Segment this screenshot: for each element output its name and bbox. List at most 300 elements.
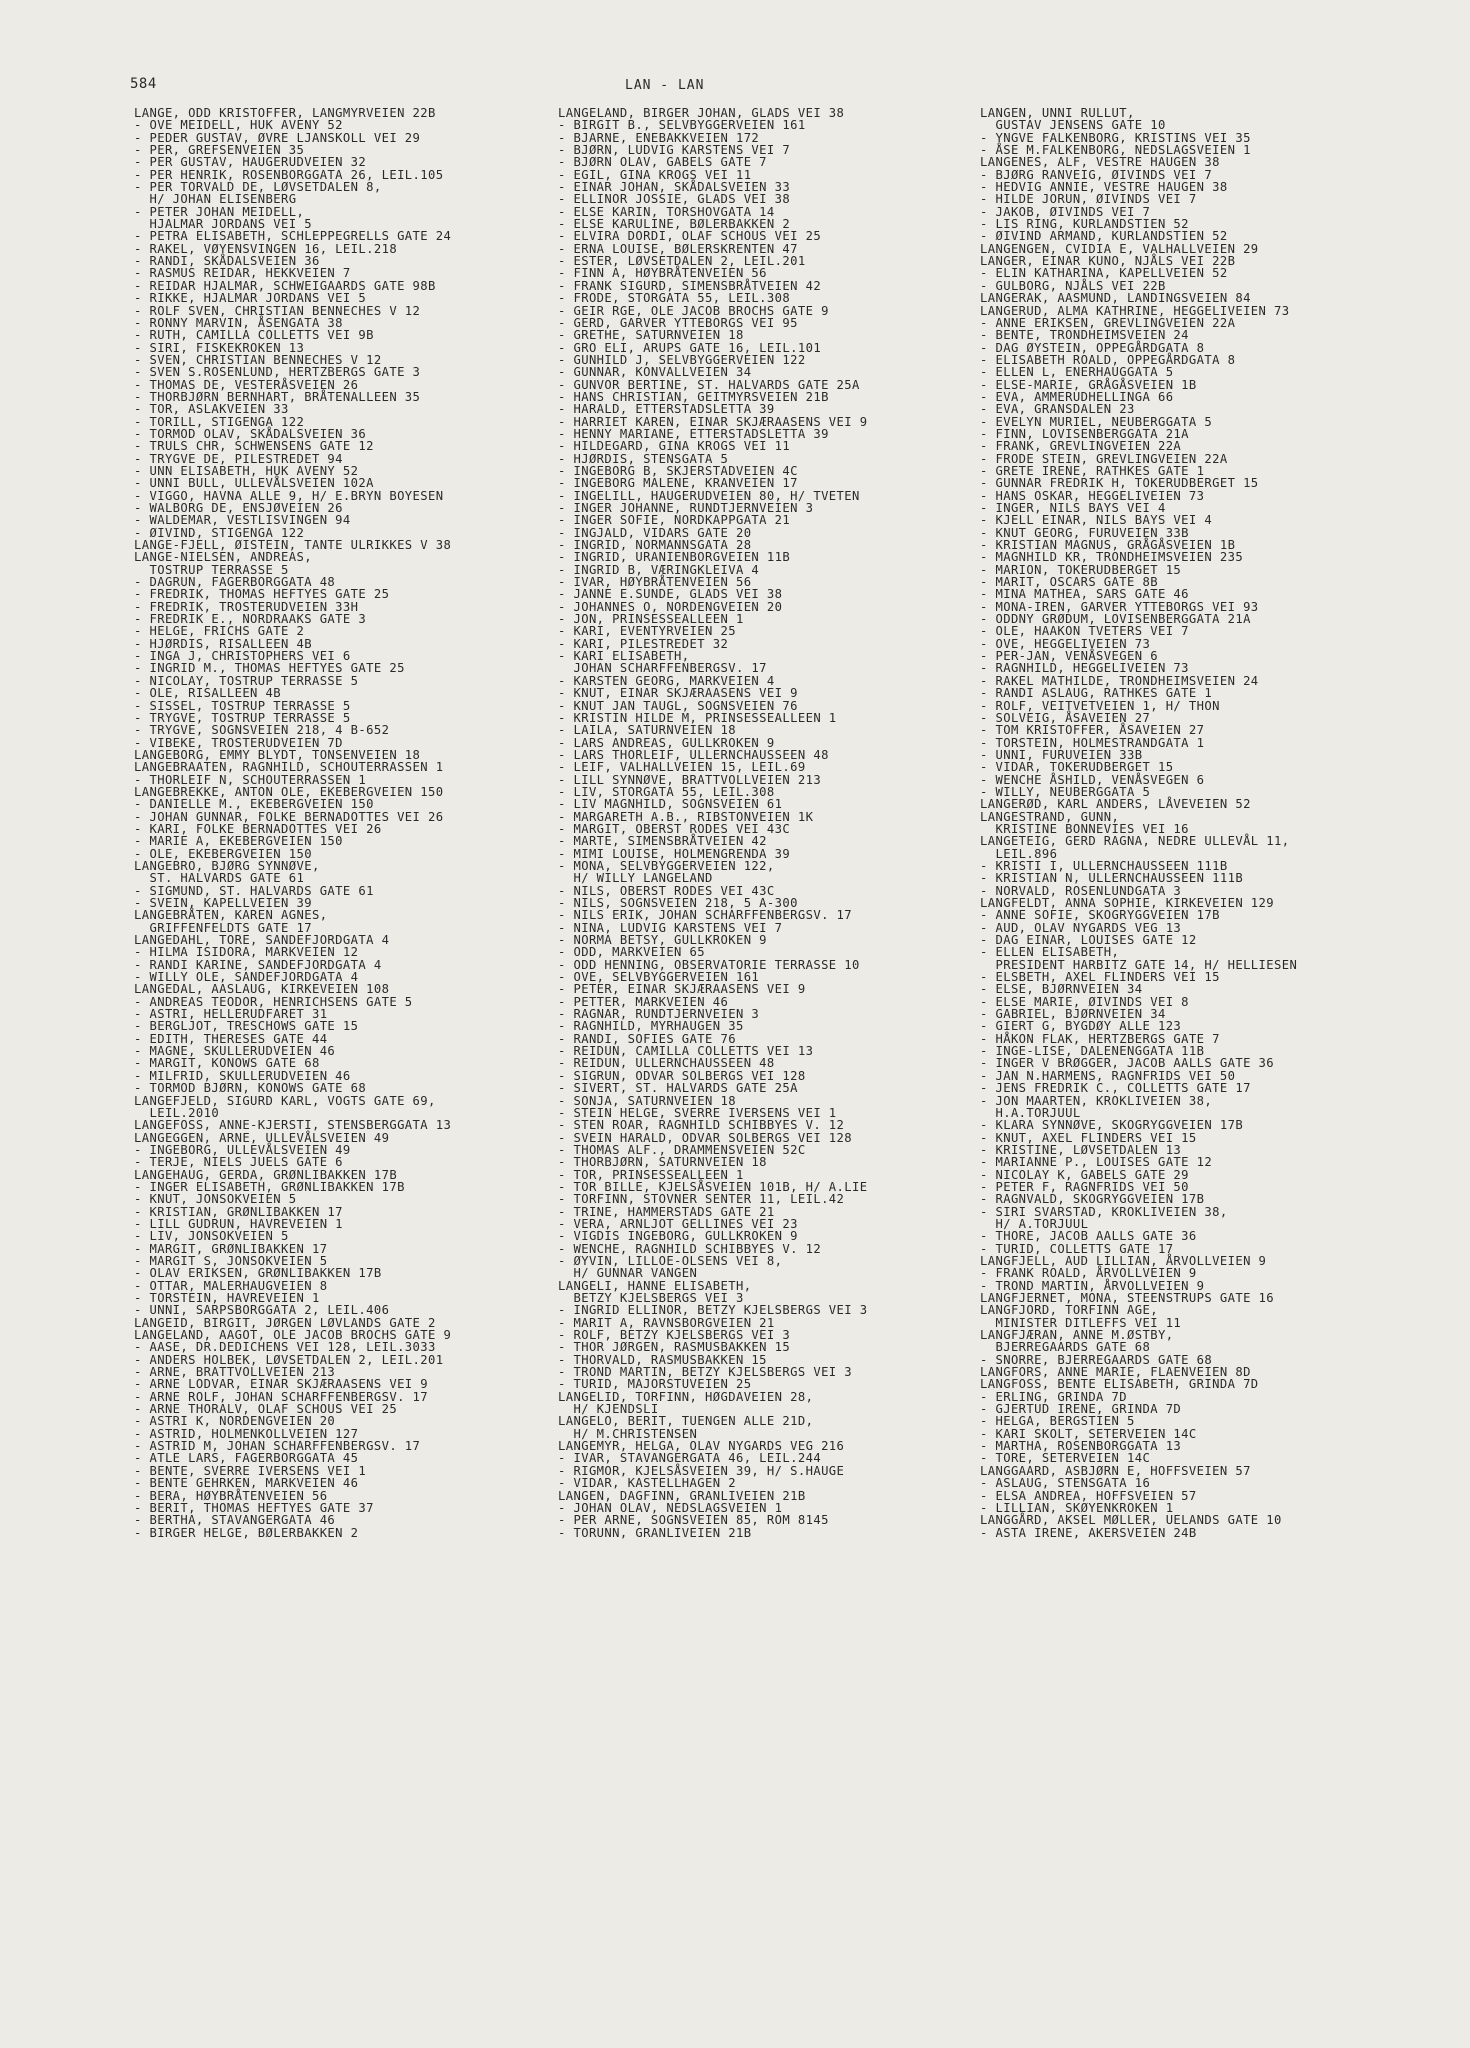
directory-entry-line: - KNUT, AXEL FLINDERS VEI 15	[980, 1130, 1197, 1145]
directory-entry-line: - THORE, JACOB AALLS GATE 36	[980, 1229, 1197, 1244]
directory-entry-line: - ASTRID M, JOHAN SCHARFFENBERGSV. 17	[134, 1439, 421, 1454]
directory-entry-line: - LARS ANDREAS, GULLKROKEN 9	[558, 735, 775, 750]
directory-entry-line: - TRYGVE DE, PILESTREDET 94	[134, 451, 343, 466]
directory-entry-line: - INGA J, CHRISTOPHERS VEI 6	[134, 649, 351, 664]
directory-entry-line: - JENS FREDRIK C., COLLETTS GATE 17	[980, 1081, 1251, 1096]
directory-entry-line: - KRISTIAN, GRØNLIBAKKEN 17	[134, 1204, 343, 1219]
directory-entry-line: LANGEBREKKE, ANTON OLE, EKEBERGVEIEN 150	[134, 784, 444, 799]
directory-entry-line: - JAKOB, ØIVINDS VEI 7	[980, 204, 1151, 219]
directory-entry-line: - KRISTIAN MAGNUS, GRÅGÅSVEIEN 1B	[980, 538, 1236, 553]
directory-entry-line: - ÅSE M.FALKENBORG, NEDSLAGSVEIEN 1	[980, 143, 1251, 158]
directory-entry-line: LANGELAND, BIRGER JOHAN, GLADS VEI 38	[558, 106, 845, 120]
directory-entry-line: - ELSE KARIN, TORSHOVGATA 14	[558, 204, 775, 219]
directory-entry-line: - TERJE, NIELS JUELS GATE 6	[134, 1155, 343, 1170]
directory-entry-line: - LEIF, VALHALLVEIEN 15, LEIL.69	[558, 760, 806, 775]
directory-entry-line: - ASTA IRENE, AKERSVEIEN 24B	[980, 1525, 1197, 1540]
directory-entry-line: - ARNE ROLF, JOHAN SCHARFFENBERGSV. 17	[134, 1389, 429, 1404]
directory-entry-line: - INGER V BRØGGER, JACOB AALLS GATE 36	[980, 1056, 1275, 1071]
directory-entry-line: - KARSTEN GEORG, MARKVEIEN 4	[558, 673, 775, 688]
directory-entry-line: H/ GUNNAR VANGEN	[558, 1266, 698, 1281]
directory-entry-line: - INGER ELISABETH, GRØNLIBAKKEN 17B	[134, 1179, 405, 1194]
directory-entry-line: - MARGARETH A.B., RIBSTONVEIEN 1K	[558, 809, 814, 824]
directory-entry-line: - ELSE MARIE, ØIVINDS VEI 8	[980, 994, 1189, 1009]
directory-column-2	[558, 107, 968, 1539]
directory-entry-line: - NINA, LUDVIG KARSTENS VEI 7	[558, 920, 783, 935]
directory-entry-line: - ØIVIND, STIGENGA 122	[134, 525, 305, 540]
directory-entry-line: - PER-JAN, VENÅSVEGEN 6	[980, 649, 1158, 664]
directory-entry-line: - GUNHILD J, SELVBYGGERVEIEN 122	[558, 352, 806, 367]
directory-entry-line: LANGEDAHL, TORE, SANDEFJORDGATA 4	[134, 933, 390, 948]
directory-entry-line: - FINN, LOVISENBERGGATA 21A	[980, 426, 1189, 441]
directory-entry-line: - TOR, ASLAKVEIEN 33	[134, 402, 289, 417]
directory-entry-line: - RANDI, SKÅDALSVEIEN 36	[134, 254, 320, 269]
directory-entry-line: - TOR, PRINSESSEALLEEN 1	[558, 1167, 744, 1182]
directory-entry-line: LANGFOSS, BENTE ELISABETH, GRINDA 7D	[980, 1377, 1259, 1392]
directory-entry-line: - RANDI, SOFIES GATE 76	[558, 1031, 736, 1046]
directory-entry-line: - INGEBORG B, SKJERSTADVEIEN 4C	[558, 463, 798, 478]
directory-entry-line: - OVE, HEGGELIVEIEN 73	[980, 636, 1151, 651]
directory-entry-line: - ELSE KARULINE, BØLERBAKKEN 2	[558, 217, 791, 232]
directory-entry-line: - DAG ØYSTEIN, OPPEGÅRDGATA 8	[980, 340, 1205, 355]
directory-entry-line: - ASLAUG, STENSGATA 16	[980, 1476, 1151, 1491]
directory-entry-line: - PER ARNE, SOGNSVEIEN 85, ROM 8145	[558, 1513, 829, 1528]
directory-entry-line: - GRO ELI, ARUPS GATE 16, LEIL.101	[558, 340, 822, 355]
directory-entry-line: - INGER, NILS BAYS VEI 4	[980, 501, 1166, 515]
directory-entry-line: - OLE, RISALLEEN 4B	[134, 686, 282, 701]
directory-entry-line: LANGE-FJELL, ØISTEIN, TANTE ULRIKKES V 38	[134, 538, 452, 553]
directory-entry-line: - KARI, FOLKE BERNADOTTES VEI 26	[134, 821, 382, 836]
directory-column-1	[134, 107, 544, 1539]
directory-entry-line: - ELLINOR JOSSIE, GLADS VEI 38	[558, 192, 791, 207]
directory-entry-line: - REIDUN, ULLERNCHAUSSEEN 48	[558, 1056, 775, 1071]
directory-entry-line: - TORE, SETERVEIEN 14C	[980, 1451, 1151, 1466]
directory-entry-line: - ERLING, GRINDA 7D	[980, 1389, 1128, 1404]
directory-entry-line: - MILFRID, SKULLERUDVEIEN 46	[134, 1068, 351, 1083]
directory-entry-line: LANGFJERNET, MONA, STEENSTRUPS GATE 16	[980, 1291, 1275, 1305]
directory-entry-line: - GUNVOR BERTINE, ST. HALVARDS GATE 25A	[558, 377, 860, 392]
directory-entry-line: - ELLEN L, ENERHAUGGATA 5	[980, 365, 1174, 380]
directory-entry-line: - KNUT, JONSOKVEIEN 5	[134, 1192, 297, 1207]
directory-entry-line: - NILS, SOGNSVEIEN 218, 5 A-300	[558, 896, 798, 910]
directory-entry-line: - MONA, SELVBYGGERVEIEN 122,	[558, 858, 775, 873]
directory-entry-line: - OVE, SELVBYGGERVEIEN 161	[558, 970, 760, 985]
directory-entry-line: - IVAR, STAVANGERGATA 46, LEIL.244	[558, 1451, 822, 1466]
directory-entry-line: - ATLE LARS, FAGERBORGGATA 45	[134, 1451, 359, 1466]
directory-entry-line: - KRISTI I, ULLERNCHAUSSEEN 111B	[980, 858, 1228, 873]
directory-entry-line: - ASTRI, HELLERUDFARET 31	[134, 1007, 328, 1022]
directory-entry-line: LANGGAARD, ASBJØRN E, HOFFSVEIEN 57	[980, 1463, 1251, 1478]
directory-entry-line: - OVE MEIDELL, HUK AVENY 52	[134, 118, 343, 133]
running-header: LAN - LAN	[625, 78, 705, 93]
directory-entry-line: LANGFJORD, TORFINN AGE,	[980, 1303, 1158, 1318]
directory-entry-line: - THORVALD, RASMUSBAKKEN 15	[558, 1352, 767, 1367]
directory-entry-line: LANGE-NIELSEN, ANDREAS,	[134, 550, 312, 565]
directory-entry-line: LANGELI, HANNE ELISABETH,	[558, 1278, 752, 1293]
directory-entry-line: - PETTER, MARKVEIEN 46	[558, 994, 729, 1009]
directory-entry-line: - PETER F, RAGNFRIDS VEI 50	[980, 1179, 1189, 1194]
directory-entry-line: - PER, GREFSENVEIEN 35	[134, 143, 305, 158]
directory-entry-line: - KARI, PILESTREDET 32	[558, 636, 729, 651]
directory-entry-line: LANGEN, DAGFINN, GRANLIVEIEN 21B	[558, 1488, 806, 1503]
directory-entry-line: - TROND MARTIN, ÅRVOLLVEIEN 9	[980, 1278, 1205, 1293]
directory-entry-line: - LAILA, SATURNVEIEN 18	[558, 723, 736, 738]
directory-entry-line: - BJØRN, LUDVIG KARSTENS VEI 7	[558, 143, 791, 158]
directory-entry-line: LANGEHAUG, GERDA, GRØNLIBAKKEN 17B	[134, 1167, 398, 1182]
directory-entry-line: LEIL.2010	[134, 1105, 220, 1120]
directory-entry-line: - KNUT JAN TAUGL, SOGNSVEIEN 76	[558, 698, 798, 713]
directory-entry-line: - IVAR, HØYBRÅTENVEIEN 56	[558, 575, 752, 590]
directory-entry-line: - FRANK SIGURD, SIMENSBRÅTVEIEN 42	[558, 278, 822, 293]
directory-entry-line: LANGELO, BERIT, TUENGEN ALLE 21D,	[558, 1414, 814, 1429]
directory-entry-line: - INGEBORG, ULLEVÅLSVEIEN 49	[134, 1142, 351, 1157]
directory-entry-line: - SIRI SVARSTAD, KROKLIVEIEN 38,	[980, 1204, 1228, 1219]
directory-entry-line: H/ WILLY LANGELAND	[558, 871, 713, 886]
directory-entry-line: - WILLY OLE, SANDEFJORDGATA 4	[134, 970, 359, 985]
directory-entry-line: - LIV MAGNHILD, SOGNSVEIEN 61	[558, 797, 783, 812]
directory-entry-line: - ANDREAS TEODOR, HENRICHSENS GATE 5	[134, 994, 413, 1009]
directory-entry-line: LANGEGGEN, ARNE, ULLEVÅLSVEIEN 49	[134, 1130, 390, 1145]
directory-entry-line: - ELLEN ELISABETH,	[980, 945, 1120, 960]
directory-entry-line: - TROND MARTIN, BETZY KJELSBERGS VEI 3	[558, 1365, 853, 1380]
directory-entry-line: - INGJALD, VIDARS GATE 20	[558, 525, 752, 540]
directory-entry-line: - ROLF SVEN, CHRISTIAN BENNECHES V 12	[134, 303, 421, 318]
directory-entry-line: LANGEID, BIRGIT, JØRGEN LØVLANDS GATE 2	[134, 1315, 436, 1330]
directory-entry-line: - JAN N.HARMENS, RAGNFRIDS VEI 50	[980, 1068, 1236, 1083]
directory-entry-line: - THOMAS DE, VESTERÅSVEIEN 26	[134, 377, 359, 392]
directory-entry-line: - HELGA, BERGSTIEN 5	[980, 1414, 1135, 1429]
directory-entry-line: - FINN A, HØYBRÅTENVEIEN 56	[558, 266, 767, 281]
directory-entry-line: - BIRGIT B., SELVBYGGERVEIEN 161	[558, 118, 806, 133]
directory-entry-line: - SIRI, FISKEKROKEN 13	[134, 340, 305, 355]
directory-entry-line: - HARRIET KAREN, EINAR SKJÆRAASENS VEI 9	[558, 414, 868, 429]
directory-entry-line: - TURID, COLLETTS GATE 17	[980, 1241, 1174, 1256]
directory-entry-line: - RAGNHILD, HEGGELIVEIEN 73	[980, 661, 1189, 676]
directory-entry-line: - BENTE, SVERRE IVERSENS VEI 1	[134, 1463, 367, 1478]
directory-entry-line: - KRISTINE, LØVSETDALEN 13	[980, 1142, 1182, 1157]
directory-entry-line: - TORMOD OLAV, SKÅDALSVEIEN 36	[134, 426, 367, 441]
directory-entry-line: - MAGNHILD KR, TRONDHEIMSVEIEN 235	[980, 550, 1244, 565]
directory-entry-line: - UNN ELISABETH, HUK AVENY 52	[134, 463, 359, 478]
directory-entry-line: - EVA, GRANSDALEN 23	[980, 402, 1135, 417]
directory-entry-line: LANGEBORG, EMMY BLYDT, TONSENVEIEN 18	[134, 747, 421, 762]
directory-entry-line: H.A.TORJUUL	[980, 1105, 1081, 1120]
directory-entry-line: - RONNY MARVIN, ÅSENGATA 38	[134, 315, 343, 330]
directory-entry-line: - PETER, EINAR SKJÆRAASENS VEI 9	[558, 982, 806, 997]
directory-entry-line: - SNORRE, BJERREGAARDS GATE 68	[980, 1352, 1213, 1367]
directory-entry-line: LANGENES, ALF, VESTRE HAUGEN 38	[980, 155, 1220, 170]
directory-entry-line: - MARIE A, EKEBERGVEIEN 150	[134, 834, 343, 849]
directory-entry-line: - RASMUS REIDAR, HEKKVEIEN 7	[134, 266, 351, 281]
directory-entry-line: - MARGIT S, JONSOKVEIEN 5	[134, 1253, 328, 1268]
directory-entry-line: MINISTER DITLEFFS VEI 11	[980, 1315, 1182, 1330]
directory-entry-line: - BJØRG RANVEIG, ØIVINDS VEI 7	[980, 167, 1213, 182]
directory-entry-line: H/ JOHAN ELISENBERG	[134, 192, 297, 207]
directory-entry-line: - INGRID M., THOMAS HEFTYES GATE 25	[134, 661, 405, 676]
directory-entry-line: - MARTHA, ROSENBORGGATA 13	[980, 1439, 1182, 1454]
directory-entry-line: - MARIT, OSCARS GATE 8B	[980, 575, 1158, 590]
directory-entry-line: LANGETEIG, GERD RAGNA, NEDRE ULLEVÅL 11,	[980, 834, 1290, 849]
directory-entry-line: - GRETHE, SATURNVEIEN 18	[558, 328, 744, 343]
directory-entry-line: TOSTRUP TERRASSE 5	[134, 562, 289, 577]
directory-entry-line: - VIGDIS INGEBORG, GULLKROKEN 9	[558, 1229, 798, 1244]
directory-entry-line: LANGELAND, AAGOT, OLE JACOB BROCHS GATE 9	[134, 1328, 452, 1343]
directory-entry-line: LANGE, ODD KRISTOFFER, LANGMYRVEIEN 22B	[134, 106, 436, 120]
directory-entry-line: - PER GUSTAV, HAUGERUDVEIEN 32	[134, 155, 367, 170]
directory-entry-line: - EDITH, THERESES GATE 44	[134, 1031, 328, 1046]
directory-entry-line: LANGEMYR, HELGA, OLAV NYGARDS VEG 216	[558, 1439, 845, 1454]
directory-entry-line: BETZY KJELSBERGS VEI 3	[558, 1291, 744, 1305]
directory-entry-line: - RAGNAR, RUNDTJERNVEIEN 3	[558, 1007, 760, 1022]
directory-entry-line: - EVA, AMMERUDHELLINGA 66	[980, 389, 1174, 404]
directory-entry-line: - BENTE GEHRKEN, MARKVEIEN 46	[134, 1476, 359, 1491]
directory-entry-line: - INGRID B, VÆRINGKLEIVA 4	[558, 562, 760, 577]
directory-entry-line: - LIV, STORGATA 55, LEIL.308	[558, 784, 775, 799]
directory-entry-line: - GJERTUD IRENE, GRINDA 7D	[980, 1402, 1182, 1417]
directory-entry-line: - GEIR RGE, OLE JACOB BROCHS GATE 9	[558, 303, 829, 318]
directory-entry-line: - HILMA ISIDORA, MARKVEIEN 12	[134, 945, 359, 960]
directory-entry-line: - INGEBORG MALENE, KRANVEIEN 17	[558, 476, 798, 491]
directory-entry-line: - VIDAR, TOKERUDBERGET 15	[980, 760, 1174, 775]
directory-entry-line: - ANDERS HOLBEK, LØVSETDALEN 2, LEIL.201	[134, 1352, 444, 1367]
directory-entry-line: - ELSE-MARIE, GRÅGÅSVEIEN 1B	[980, 377, 1197, 392]
directory-entry-line: H/ KJENDSLI	[558, 1402, 659, 1417]
directory-entry-line: - GABRIEL, BJØRNVEIEN 34	[980, 1007, 1166, 1022]
directory-entry-line: - ELSBETH, AXEL FLINDERS VEI 15	[980, 970, 1220, 985]
directory-entry-line: LANGEBRO, BJØRG SYNNØVE,	[134, 858, 320, 873]
directory-entry-line: - SVEIN HARALD, ODVAR SOLBERGS VEI 128	[558, 1130, 853, 1145]
directory-entry-line: - ANNE SOFIE, SKOGRYGGVEIEN 17B	[980, 908, 1220, 923]
directory-entry-line: - BERTHA, STAVANGERGATA 46	[134, 1513, 336, 1528]
directory-entry-line: - BIRGER HELGE, BØLERBAKKEN 2	[134, 1525, 359, 1540]
directory-entry-line: - INGELILL, HAUGERUDVEIEN 80, H/ TVETEN	[558, 488, 860, 503]
directory-entry-line: - GIERT G, BYGDØY ALLE 123	[980, 1019, 1182, 1034]
directory-entry-line: LANGERUD, ALMA KATHRINE, HEGGELIVEIEN 73	[980, 303, 1290, 318]
directory-entry-line: LANGERAK, AASMUND, LANDINGSVEIEN 84	[980, 291, 1251, 306]
directory-entry-line: - DANIELLE M., EKEBERGVEIEN 150	[134, 797, 374, 812]
directory-entry-line: LANGEN, UNNI RULLUT,	[980, 106, 1135, 120]
directory-entry-line: - WALDEMAR, VESTLISVINGEN 94	[134, 513, 351, 528]
directory-entry-line: - SVEIN, KAPELLVEIEN 39	[134, 896, 312, 910]
directory-entry-line: - STEIN HELGE, SVERRE IVERSENS VEI 1	[558, 1105, 837, 1120]
directory-entry-line: - THORLEIF N, SCHOUTERRASSEN 1	[134, 772, 367, 787]
directory-entry-line: LANGFJELL, AUD LILLIAN, ÅRVOLLVEIEN 9	[980, 1253, 1267, 1268]
directory-entry-line: - ODD HENNING, OBSERVATORIE TERRASSE 10	[558, 957, 860, 972]
directory-entry-line: - VIBEKE, TROSTERUDVEIEN 7D	[134, 735, 343, 750]
directory-entry-line: - LIV, JONSOKVEIEN 5	[134, 1229, 289, 1244]
directory-entry-line: - ASTRID, HOLMENKOLLVEIEN 127	[134, 1426, 359, 1441]
directory-entry-line: - TORILL, STIGENGA 122	[134, 414, 305, 429]
directory-entry-line: - INGER SOFIE, NORDKAPPGATA 21	[558, 513, 791, 528]
directory-entry-line: - BJARNE, ENEBAKKVEIEN 172	[558, 130, 760, 145]
directory-entry-line: - PER TORVALD DE, LØVSETDALEN 8,	[134, 180, 382, 195]
directory-entry-line: - RAKEL MATHILDE, TRONDHEIMSVEIEN 24	[980, 673, 1259, 688]
directory-entry-line: - KNUT, EINAR SKJÆRAASENS VEI 9	[558, 686, 798, 701]
directory-entry-line: - INGRID, NORMANNSGATA 28	[558, 538, 752, 553]
directory-entry-line: - GUNNAR FREDRIK H, TOKERUDBERGET 15	[980, 476, 1259, 491]
directory-column-3	[980, 107, 1410, 1539]
directory-entry-line: - TRULS CHR, SCHWENSENS GATE 12	[134, 439, 374, 454]
directory-entry-line: - TORSTEIN, HAVREVEIEN 1	[134, 1291, 320, 1305]
directory-entry-line: LANGEBRÅTEN, KAREN AGNES,	[134, 908, 328, 923]
directory-entry-line: - ODD, MARKVEIEN 65	[558, 945, 706, 960]
directory-entry-line: - KJELL EINAR, NILS BAYS VEI 4	[980, 513, 1213, 528]
directory-entry-line: - SOLVEIG, ÅSAVEIEN 27	[980, 710, 1151, 725]
directory-entry-line: - OLE, EKEBERGVEIEN 150	[134, 846, 312, 861]
directory-entry-line: - ODDNY GRØDUM, LOVISENBERGGATA 21A	[980, 612, 1251, 627]
directory-entry-line: - ROLF, BETZY KJELSBERGS VEI 3	[558, 1328, 791, 1343]
directory-entry-line: - ARNE, BRATTVOLLVEIEN 213	[134, 1365, 336, 1380]
directory-entry-line: - ELVIRA DORDI, OLAF SCHOUS VEI 25	[558, 229, 822, 244]
directory-entry-line: - JOHANNES O, NORDENGVEIEN 20	[558, 599, 783, 614]
directory-entry-line: LANGERØD, KARL ANDERS, LÅVEVEIEN 52	[980, 797, 1251, 812]
directory-entry-line: - NORMA BETSY, GULLKROKEN 9	[558, 933, 767, 948]
directory-entry-line: - INGRID ELLINOR, BETZY KJELSBERGS VEI 3	[558, 1303, 868, 1318]
directory-entry-line: - INGER JOHANNE, RUNDTJERNVEIEN 3	[558, 501, 814, 515]
directory-entry-line: - SVEN S.ROSENLUND, HERTZBERGS GATE 3	[134, 365, 421, 380]
directory-entry-line: - ARNE LODVAR, EINAR SKJÆRAASENS VEI 9	[134, 1377, 429, 1392]
directory-entry-line: - TOR BILLE, KJELSÅSVEIEN 101B, H/ A.LIE	[558, 1179, 868, 1194]
directory-entry-line: - SVEN, CHRISTIAN BENNECHES V 12	[134, 352, 382, 367]
directory-entry-line: - GRETE IRENE, RATHKES GATE 1	[980, 463, 1205, 478]
directory-entry-line: LANGENGEN, CVIDIA E, VALHALLVEIEN 29	[980, 241, 1259, 256]
directory-entry-line: GUSTAV JENSENS GATE 10	[980, 118, 1166, 133]
directory-entry-line: - MONA-IREN, GARVER YTTEBORGS VEI 93	[980, 599, 1259, 614]
directory-entry-line: - OLE, HAAKON TVETERS VEI 7	[980, 624, 1189, 639]
directory-entry-line: - ROLF, VEITVETVEIEN 1, H/ THON	[980, 698, 1220, 713]
directory-entry-line: LEIL.896	[980, 846, 1058, 861]
directory-entry-line: LANGESTRAND, GUNN,	[980, 809, 1120, 824]
directory-entry-line: - JOHAN OLAV, NEDSLAGSVEIEN 1	[558, 1500, 783, 1515]
directory-entry-line: - SONJA, SATURNVEIEN 18	[558, 1093, 736, 1108]
directory-entry-line: - YNGVE FALKENBORG, KRISTINS VEI 35	[980, 130, 1251, 145]
directory-entry-line: - HJØRDIS, RISALLEEN 4B	[134, 636, 312, 651]
directory-entry-line: - VERA, ARNLJOT GELLINES VEI 23	[558, 1216, 798, 1231]
directory-entry-line: - ANNE ERIKSEN, GREVLINGVEIEN 22A	[980, 315, 1236, 330]
directory-entry-line: - TORUNN, GRANLIVEIEN 21B	[558, 1525, 752, 1540]
directory-entry-line: - VIGGO, HAVNA ALLE 9, H/ E.BRYN BOYESEN	[134, 488, 444, 503]
directory-entry-line: - HÅKON FLAK, HERTZBERGS GATE 7	[980, 1031, 1220, 1046]
directory-entry-line: - WILLY, NEUBERGGATA 5	[980, 784, 1151, 799]
directory-entry-line: - GUNNAR, KONVALLVEIEN 34	[558, 365, 752, 380]
directory-entry-line: KRISTINE BONNEVIES VEI 16	[980, 821, 1189, 836]
directory-entry-line: - JOHAN GUNNAR, FOLKE BERNADOTTES VEI 26	[134, 809, 444, 824]
directory-entry-line: - LIS RING, KURLANDSTIEN 52	[980, 217, 1189, 232]
directory-entry-line: - FREDRIK, THOMAS HEFTYES GATE 25	[134, 587, 390, 602]
directory-entry-line: - BERA, HØYBRÅTENVEIEN 56	[134, 1488, 328, 1503]
directory-entry-line: HJALMAR JORDANS VEI 5	[134, 217, 312, 232]
directory-entry-line: - MINA MATHEA, SARS GATE 46	[980, 587, 1189, 602]
directory-entry-line: - STEN ROAR, RAGNHILD SCHIBBYES V. 12	[558, 1118, 845, 1133]
directory-entry-line: - DAGRUN, FAGERBORGGATA 48	[134, 575, 336, 590]
directory-entry-line: - SIGMUND, ST. HALVARDS GATE 61	[134, 883, 374, 898]
directory-entry-line: LANGEFJELD, SIGURD KARL, VOGTS GATE 69,	[134, 1093, 436, 1108]
directory-entry-line: - REIDAR HJALMAR, SCHWEIGAARDS GATE 98B	[134, 278, 436, 293]
directory-entry-line: - TORFINN, STOVNER SENTER 11, LEIL.42	[558, 1192, 845, 1207]
directory-entry-line: - PETRA ELISABETH, SCHLEPPEGRELLS GATE 24	[134, 229, 452, 244]
directory-entry-line: - BERIT, THOMAS HEFTYES GATE 37	[134, 1500, 374, 1515]
directory-entry-line: - NORVALD, ROSENLUNDGATA 3	[980, 883, 1182, 898]
directory-entry-line: - RIGMOR, KJELSÅSVEIEN 39, H/ S.HAUGE	[558, 1463, 845, 1478]
directory-entry-line: - KRISTIN HILDE M, PRINSESSEALLEEN 1	[558, 710, 837, 725]
directory-entry-line: - INGE-LISE, DALENENGGATA 11B	[980, 1044, 1205, 1059]
directory-entry-line: - DAG EINAR, LOUISES GATE 12	[980, 933, 1197, 948]
directory-entry-line: - VIDAR, KASTELLHAGEN 2	[558, 1476, 736, 1491]
directory-entry-line: - OTTAR, MALERHAUGVEIEN 8	[134, 1278, 328, 1293]
directory-entry-line: - ERNA LOUISE, BØLERSKRENTEN 47	[558, 241, 798, 256]
directory-entry-line: - KNUT GEORG, FURUVEIEN 33B	[980, 525, 1189, 540]
directory-entry-line: - JON, PRINSESSEALLEEN 1	[558, 612, 744, 627]
directory-entry-line: - HJØRDIS, STENSGATA 5	[558, 451, 729, 466]
directory-entry-line: - PEDER GUSTAV, ØVRE LJANSKOLL VEI 29	[134, 130, 421, 145]
directory-entry-line: - THORBJØRN, SATURNVEIEN 18	[558, 1155, 767, 1170]
directory-entry-line: - SIVERT, ST. HALVARDS GATE 25A	[558, 1081, 798, 1096]
directory-entry-line: - ELSA ANDREA, HOFFSVEIEN 57	[980, 1488, 1197, 1503]
directory-entry-line: - EVELYN MURIEL, NEUBERGGATA 5	[980, 414, 1213, 429]
directory-entry-line: - HANS CHRISTIAN, GEITMYRSVEIEN 21B	[558, 389, 829, 404]
directory-entry-line: - KLARA SYNNØVE, SKOGRYGGVEIEN 17B	[980, 1118, 1244, 1133]
directory-entry-line: - OLAV ERIKSEN, GRØNLIBAKKEN 17B	[134, 1266, 382, 1281]
directory-entry-line: - REIDUN, CAMILLA COLLETTS VEI 13	[558, 1044, 814, 1059]
directory-entry-line: LANGFORS, ANNE MARIE, FLAENVEIEN 8D	[980, 1365, 1251, 1380]
directory-entry-line: - THOMAS ALF., DRAMMENSVEIEN 52C	[558, 1142, 806, 1157]
directory-entry-line: - MIMI LOUISE, HOLMENGRENDA 39	[558, 846, 791, 861]
directory-entry-line: - NILS, OBERST RODES VEI 43C	[558, 883, 775, 898]
directory-entry-line: - TRINE, HAMMERSTADS GATE 21	[558, 1204, 775, 1219]
directory-entry-line: H/ A.TORJUUL	[980, 1216, 1089, 1231]
directory-entry-line: - RAKEL, VØYENSVINGEN 16, LEIL.218	[134, 241, 398, 256]
directory-entry-line: - EGIL, GINA KROGS VEI 11	[558, 167, 752, 182]
directory-entry-line: LANGGÅRD, AKSEL MØLLER, UELANDS GATE 10	[980, 1513, 1282, 1528]
directory-entry-line: - NILS ERIK, JOHAN SCHARFFENBERGSV. 17	[558, 908, 853, 923]
directory-entry-line: - LILL SYNNØVE, BRATTVOLLVEIEN 213	[558, 772, 822, 787]
directory-entry-line: - THORBJØRN BERNHART, BRÅTENALLEEN 35	[134, 389, 421, 404]
directory-entry-line: - AASE, DR.DEDICHENS VEI 128, LEIL.3033	[134, 1340, 436, 1355]
directory-entry-line: - PER HENRIK, ROSENBORGGATA 26, LEIL.105	[134, 167, 444, 182]
directory-entry-line: - NICOLAY K, GABELS GATE 29	[980, 1167, 1189, 1182]
directory-entry-line: - HELGE, FRICHS GATE 2	[134, 624, 305, 639]
directory-entry-line: LANGEBRAATEN, RAGNHILD, SCHOUTERRASSEN 1	[134, 760, 444, 775]
directory-entry-line: - HILDEGARD, GINA KROGS VEI 11	[558, 439, 791, 454]
directory-entry-line: - WENCHE, RAGNHILD SCHIBBYES V. 12	[558, 1241, 822, 1256]
directory-entry-line: - MARGIT, KONOWS GATE 68	[134, 1056, 320, 1071]
directory-entry-line: - LILL GUDRUN, HAVREVEIEN 1	[134, 1216, 343, 1231]
directory-entry-line: - TRYGVE, SOGNSVEIEN 218, 4 B-652	[134, 723, 390, 738]
directory-entry-line: - AUD, OLAV NYGARDS VEG 13	[980, 920, 1182, 935]
directory-entry-line: - FRANK, GREVLINGVEIEN 22A	[980, 439, 1182, 454]
directory-entry-line: - BENTE, TRONDHEIMSVEIEN 24	[980, 328, 1189, 343]
directory-entry-line: LANGFJÆRAN, ANNE M.ØSTBY,	[980, 1328, 1174, 1343]
directory-entry-line: - JANNE E.SUNDE, GLADS VEI 38	[558, 587, 783, 602]
directory-entry-line: - HENNY MARIANE, ETTERSTADSLETTA 39	[558, 426, 829, 441]
directory-entry-line: - EINAR JOHAN, SKÅDALSVEIEN 33	[558, 180, 791, 195]
directory-entry-line: ST. HALVARDS GATE 61	[134, 871, 305, 886]
directory-entry-line: - HARALD, ETTERSTADSLETTA 39	[558, 402, 775, 417]
directory-entry-line: - FREDRIK E., NORDRAAKS GATE 3	[134, 612, 367, 627]
directory-entry-line: - LARS THORLEIF, ULLERNCHAUSSEEN 48	[558, 747, 829, 762]
directory-entry-line: - MARIT A, RAVNSBORGVEIEN 21	[558, 1315, 775, 1330]
directory-entry-line: - ELISABETH ROALD, OPPEGÅRDGATA 8	[980, 352, 1236, 367]
directory-entry-line: - BJØRN OLAV, GABELS GATE 7	[558, 155, 767, 170]
directory-entry-line: GRIFFENFELDTS GATE 17	[134, 920, 312, 935]
directory-entry-line: - THOR JØRGEN, RASMUSBAKKEN 15	[558, 1340, 791, 1355]
directory-entry-line: LANGELID, TORFINN, HØGDAVEIEN 28,	[558, 1389, 814, 1404]
directory-entry-line: LANGEFOSS, ANNE-KJERSTI, STENSBERGGATA 13	[134, 1118, 452, 1133]
directory-entry-line: - TORSTEIN, HOLMESTRANDGATA 1	[980, 735, 1205, 750]
directory-entry-line: - TORMOD BJØRN, KONOWS GATE 68	[134, 1081, 367, 1096]
directory-entry-line: - KARI, EVENTYRVEIEN 25	[558, 624, 736, 639]
directory-entry-line: - UNNI BULL, ULLEVÅLSVEIEN 102A	[134, 476, 374, 491]
directory-entry-line: - ESTER, LØVSETDALEN 2, LEIL.201	[558, 254, 806, 269]
